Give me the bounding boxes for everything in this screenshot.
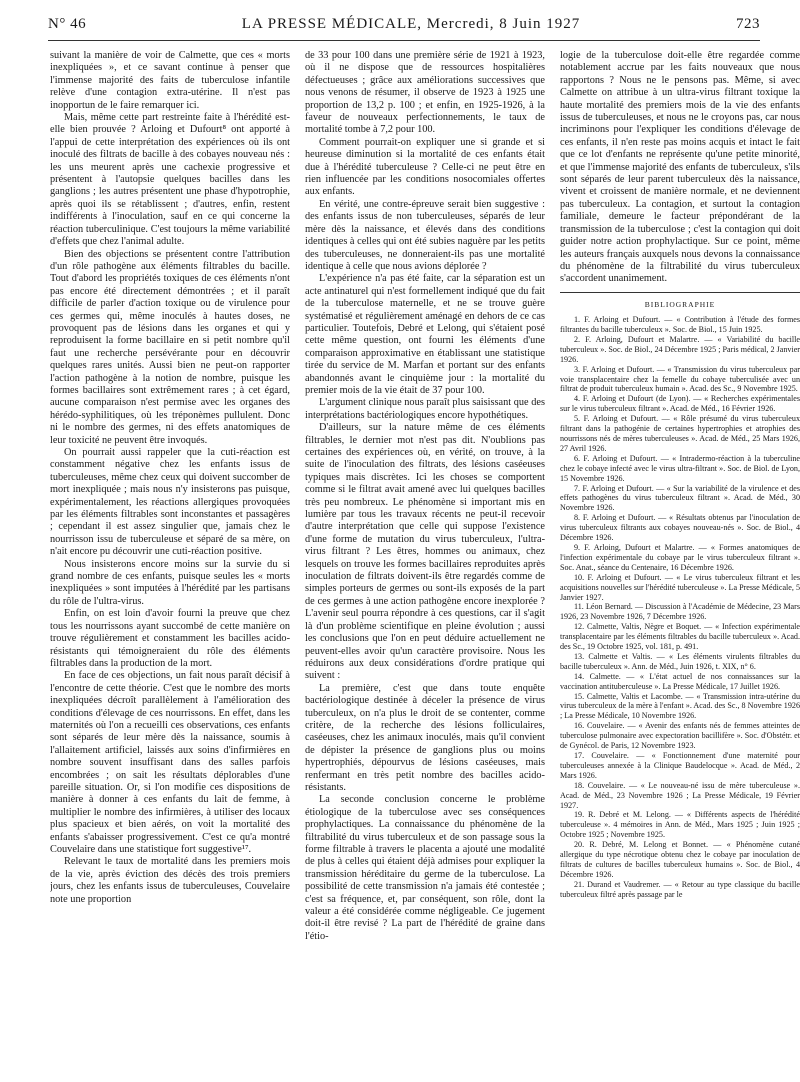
page-number-right: 723 — [736, 16, 760, 32]
reference-item: 8. F. Arloing et Dufourt. — « Résultats obtenus par l'inoculation de virus tuberculeux filtrants aux cobayes nouveau-nés ». Soc. de Biol., 4 Décembre 1926. — [560, 513, 800, 543]
reference-item: 19. R. Debré et M. Lelong. — « Différents aspects de l'hérédité tuberculeuse ». 4 mémoires in Ann. de Méd., Mars 1925 ; Juin 1925 ; Octobre 1925 ; Novembre 1925. — [560, 810, 800, 840]
journal-title: LA PRESSE MÉDICALE, Mercredi, 8 Juin 1927 — [241, 16, 581, 32]
reference-item: 12. Calmette, Valtis, Nègre et Boquet. — « Infection expérimentale transplacentaire par les éléments filtrables du bacille tuberculeux ». Acad. des Sc., 19 Octobre 1925, vol. 181, p. 491. — [560, 622, 800, 652]
reference-item: 5. F. Arloing et Dufourt. — « Rôle présumé du virus tuberculeux filtrant dans la pathogénie de certaines hypertrophies et atrophies des nourrissons nés de mères tuberculeuses ». Acad. de Méd., 25 Mars 1926, 27 Avril 1926. — [560, 414, 800, 453]
paragraph: Mais, même cette part restreinte faite à l'hérédité est-elle bien prouvée ? Arloing et Dufourt⁸ ont apporté à l'appui de cette interprétation des expériences où ils ont inoculé des filtrats de bacille à des cobayes nouveau nés : les uns meurent après une cachexie progressive et présentent à l'autopsie quelques bacilles dans les ganglions ; les autres présentent une phase d'hypotrophie, après quoi ils se rétablissent ; d'autres, enfin, restent indifférents à l'inoculation, sauf en ce qui concerne la réaction tuberculinique. C'est toujours la même variabilité d'effets que chez l'animal adulte. — [50, 112, 290, 248]
paragraph: Relevant le taux de mortalité dans les premiers mois de la vie, après éviction des décès des trois premiers jours, chez les enfants issus de tuberculeuses, Couvelaire note une proportion — [50, 856, 290, 905]
reference-item: 17. Couvelaire. — « Fonctionnement d'une maternité pour tuberculeuses annexée à la Clinique Baudelocque ». Acad. de Méd., 2 Mars 1926. — [560, 751, 800, 780]
reference-item: 6. F. Arloing et Dufourt. — « Intradermo-réaction à la tuberculine chez le cobaye infecté avec le virus ultra-filtrant ». Soc. de Biol. de Lyon, 15 Novembre 1926. — [560, 453, 800, 483]
paragraph: La première, c'est que dans toute enquête bactériologique destinée à déceler la présence de virus tuberculeux, on n'a plus le droit de se contenter, comme critère, de la recherche des lésions folliculaires, caséeuses, chez les animaux inoculés, mais qu'il convient de dépister la présence de ganglions plus ou moins hypertrophiés, dépourvus de lésions caséeuses, mais renfermant en très petit nombre des bacilles acido-résistants. — [305, 682, 545, 793]
reference-item: 13. Calmette et Valtis. — « Les éléments virulents filtrables du bacille tuberculeux ». Ann. de Méd., Juin 1926, t. XIX, n° 6. — [560, 651, 800, 671]
paragraph: Enfin, on est loin d'avoir fourni la preuve que chez tous les nourrissons ayant succombé de cette manière on trouve régulièrement et constamment les bacilles acido-résistants qui témoigneraient du rôle des éléments filtrables dans la production de la mort. — [50, 608, 290, 669]
paragraph: suivant la manière de voir de Calmette, que ces « morts inexpliquées », et ce savant continue à penser que l'immense majorité des faits de tuberculose infantile relève d'une contagion extra-utérine. Il n'est pas inopportun de le faire remarquer ici. — [50, 50, 290, 111]
reference-item: 4. F. Arloing et Dufourt (de Lyon). — « Recherches expérimentales sur le virus tuberculeux filtrant ». Acad. de Méd., 16 Février 1926. — [560, 394, 800, 414]
reference-item: 7. F. Arloing et Dufourt. — « Sur la variabilité de la virulence et des effets pathogènes du virus tuberculeux filtrant ». Acad. de Méd., 30 Novembre 1926. — [560, 483, 800, 513]
reference-item: 18. Couvelaire. — « Le nouveau-né issu de mère tuberculeuse ». Acad. de Méd., 23 Novembre 1926 ; La Presse Médicale, 19 Février 1927. — [560, 780, 800, 810]
reference-item: 3. F. Arloing et Dufourt. — « Transmission du virus tuberculeux par voie transplacentaire chez la femelle du cobaye tuberculisée avec un filtrat de produit tuberculeux humain ». Acad. des Sc., 9 Novembre 1925. — [560, 364, 800, 394]
divider — [560, 292, 800, 293]
bibliography-title: BIBLIOGRAPHIE — [644, 299, 716, 309]
reference-item: 21. Durand et Vaudremer. — « Retour au type classique du bacille tuberculeux filtré après passage par le — [560, 879, 800, 899]
page-number-left: N° 46 — [48, 16, 87, 32]
reference-item: 10. F. Arloing et Dufourt. — « Le virus tuberculeux filtrant et les acquisitions nouvelles sur l'hérédité tuberculeuse ». La Presse Médicale, 5 Janvier 1927. — [560, 572, 800, 602]
article-column-3 — [560, 50, 800, 1080]
paragraph: On pourrait aussi rappeler que la cuti-réaction est constamment négative chez les enfants issus de tuberculeuses, même chez ceux qui doivent succomber de mort inexpliquée ; mais nous n'y insisterons pas puisque, expérimentalement, les réactions allergiques provoquées par les éléments filtrables sont inconstantes et passagères ; cependant il est assez singulier que, jamais chez le nourrisson issu de tuberculeuse et séparé de sa mère, on n'ait encore pu découvrir une cuti-réaction positive. — [50, 447, 290, 558]
reference-item: 20. R. Debré, M. Lelong et Bonnet. — « Phénomène cutané allergique du type nécrotique obtenu chez le cobaye par inoculation de filtrats de cultures de bacilles tuberculeux humains ». Soc. de Biol., 4 Décembre 1926. — [560, 840, 800, 879]
paragraph: Nous insisterons encore moins sur la survie du si grand nombre de ces enfants, puisque seules les « morts inexpliquées » sont imputées à l'hérédité par les partisans du rôle de l'ultra-virus. — [50, 558, 290, 607]
paragraph: En face de ces objections, un fait nous paraît décisif à l'encontre de cette théorie. C'est que le nombre des morts inexpliquées décroît parallèlement à l'amélioration des conditions d'élevage de ces nourrissons. En effet, dans les maternités où l'on a recueilli ces observations, ces enfants sont séparés de leur mère dès la naissance, soumis à l'allaitement artificiel, laissés aux soins d'infirmières en nombre souvent insuffisant dans des salles parfois encombrées ; on sait les résultats déplorables d'une pareille situation. Or, si l'on modifie ces dispositions de manière à donner à ces enfants du lait de femme, à multiplier le nombre des infirmières, à utiliser des locaux plus spacieux et bien aérés, on voit la mortalité des enfants s'abaisser progressivement. C'est ce qu'a montré Couvelaire dans une statistique fort suggestive¹⁷. — [50, 670, 290, 855]
reference-item: 1. F. Arloing et Dufourt. — « Contribution à l'étude des formes filtrantes du bacille tuberculeux ». Soc. de Biol., 15 Juin 1925. — [560, 315, 800, 335]
reference-item: 16. Couvelaire. — « Avenir des enfants nés de femmes atteintes de tuberculose pulmonaire avec expectoration bacillifère ». Soc. d'Obstétr. et de Gynécol. de Paris, 12 Novembre 1923. — [560, 721, 800, 751]
paragraph: L'argument clinique nous paraît plus saisissant que des interprétations bactériologiques encore hypothétiques. — [305, 397, 545, 421]
paragraph: En vérité, une contre-épreuve serait bien suggestive : des enfants issus de non tuberculeuses, séparés de leur mère dès la naissance, et élevés dans des conditions identiques à celles qui ont été subies naguère par les petits des tuberculeuses, ne donneraient-ils pas une mortalité identique à celle que nous avions déplorée ? — [305, 198, 545, 272]
paragraph: de 33 pour 100 dans une première série de 1921 à 1923, où il ne dispose que de ressources hospitalières défectueuses ; grâce aux améliorations successives que nous venons de résumer, il observe de 1923 à 1925 une proportion de 13,2 p. 100 ; et enfin, en 1925-1926, à la faveur de nouveaux perfectionnements, le taux de mortalité tombe à 7,2 pour 100. — [305, 50, 545, 136]
paragraph: L'expérience n'a pas été faite, car la séparation est un acte antinaturel qui n'est formellement indiqué que du fait de la tuberculose maternelle, et ne se trouve guère systématisé et régulièrement aménagé en dehors de ce cas particulier. Toutefois, Debré et Lelong, qui s'étaient posé cette même question, ont fourni les éléments d'une comparaison approximative en établissant une statistique tirée du service de M. Marfan et portant sur des enfants abandonnés avant le cinquième jour : la mortalité du premier mois de la vie était de 37 pour 100. — [305, 273, 545, 396]
article-column-1 — [50, 50, 290, 1080]
reference-item: 11. Léon Bernard. — Discussion à l'Académie de Médecine, 23 Mars 1926, 23 Novembre 1926, 7 Décembre 1926. — [560, 602, 800, 622]
reference-item: 2. F. Arloing, Dufourt et Malartre. — « Variabilité du bacille tuberculeux ». Soc. de Biol., 24 Décembre 1925 ; Paris médical, 2 Janvier 1926. — [560, 334, 800, 364]
paragraph: logie de la tuberculose doit-elle être regardée comme notablement accrue par les faits nouveaux que nous rapportons ? Nous ne le pensons pas. Même, si avec Calmette on attribue à un ultra-virus filtrant toxique la haute mortalité des premiers mois de la vie des enfants issus de tuberculeuses, et nous ne le croyons pas, car nous incriminons pour l'expliquer les conditions d'élevage de ces enfants, il n'en reste pas moins acquis et intact le fait que ce lot d'enfants ne représente qu'une petite minorité, et que l'immense majorité des enfants de tuberculeux, s'ils sont séparés de leur parent tuberculeux dès la naissance, vivent et croissent de manière normale, et ne deviennent pas tuberculeux. La contagion, et surtout la contagion familiale, demeure le facteur prépondérant de la transmission de la tuberculose ; c'est la contagion qui doit guider notre action prophylactique. Sur ce point, même les auteurs français auxquels nous devons la connaissance du phénomène de la filtrabilité du virus tuberculeux s'accordent unanimement. — [560, 50, 800, 285]
paragraph: Bien des objections se présentent contre l'attribution d'un rôle pathogène aux éléments filtrables du bacille. Tout d'abord les propriétés toxiques de ces éléments n'ont pas encore été directement démontrées ; et il paraît difficile de parler d'action toxique ou de virulence pour ces germes qui, même inoculés à hautes doses, ne provoquent pas de lésions dans les organes et qui y reproduisent la forme bacillaire en si petit nombre qu'il faut une recherche persévérante pour en découvrir quelques rares unités. Aussi bien ne peut-on rapporter l'action pathogène à la notion de nombre, puisque les formes bacillaires sont extrêmement rares ; à cet égard, aucune comparaison n'est permise avec les organes des hérédo-syphilitiques, où les tréponèmes pullulent. Donc ni le nombre des germes, ni des effets anatomiques de leur toxicité ne peuvent être invoqués. — [50, 248, 290, 446]
reference-item: 14. Calmette. — « L'état actuel de nos connaissances sur la vaccination antituberculeuse ». La Presse Médicale, 17 Juillet 1926. — [560, 671, 800, 691]
page-header — [48, 16, 760, 41]
bibliography-list — [560, 315, 800, 899]
reference-item: 15. Calmette, Valtis et Lacombe. — « Transmission intra-utérine du virus tuberculeux de la mère à l'enfant ». Acad. des Sc., 8 Novembre 1926 ; La Presse Médicale, 10 Novembre 1926. — [560, 691, 800, 721]
reference-item: 9. F. Arloing, Dufourt et Malartre. — « Formes anatomiques de l'infection expérimentale du cobaye par le virus tuberculeux filtrant ». Soc. Anat., séance du Centenaire, 16 Décembre 1926. — [560, 542, 800, 572]
article-column-2 — [305, 50, 545, 1080]
paragraph: La seconde conclusion concerne le problème étiologique de la tuberculose avec ses conséquences prophylactiques. La connaissance du phénomène de la filtrabilité du virus tuberculeux et de son passage sous la forme filtrable à travers le placenta a ajouté une modalité de plus à celles qui étaient déjà admises pour expliquer la transmission héréditaire du germe de la tuberculose. La possibilité de cette transmission n'a jamais été contestée ; c'est sa fréquence, et, par conséquent, son rôle, dont la valeur a été considérée comme négligeable. Ce jugement doit-il être revisé ? La part de l'hérédité de graine dans l'étio- — [305, 794, 545, 942]
paragraph: Comment pourrait-on expliquer une si grande et si heureuse diminution si la mortalité de ces enfants était due à l'hérédité tuberculeuse ? Celle-ci ne peut être en rien influencée par les conditions nosocomiales offertes aux enfants. — [305, 136, 545, 198]
paragraph: D'ailleurs, sur la nature même de ces éléments filtrables, le dernier mot n'est pas dit. N'oublions pas certaines des expériences où, en vérité, on trouve, à la suite de l'inoculation des filtrats, des lésions caséeuses typiques mais discrètes. Ici les choses se comportent comme si le filtrat avait amené avec lui quelques bacilles très peu nombreux. Le phénomène si important mis en lumière par tous les travaux récents ne peut-il recevoir d'autre interprétation que celle qui suppose l'existence d'une forme de mutation du virus tuberculeux, l'ultra-virus filtrant ? Les êtres, hommes ou animaux, chez lesquels on trouve les formes bacillaires reproduites après inoculation de filtrats doivent-ils être regardés comme de simples porteurs de germes ou sont-ils exposés de la part de ces germes à une action pathogène encore inexplorée ? L'avenir seul pourra répondre à ces questions, car il s'agit là d'un problème scientifique en pleine évolution ; aussi les conclusions que l'on en peut déduire actuellement ne peuvent-elles avoir qu'un caractère provisoire. Nous les réduirons aux deux considérations d'ordre pratique qui suivent : — [305, 422, 545, 682]
